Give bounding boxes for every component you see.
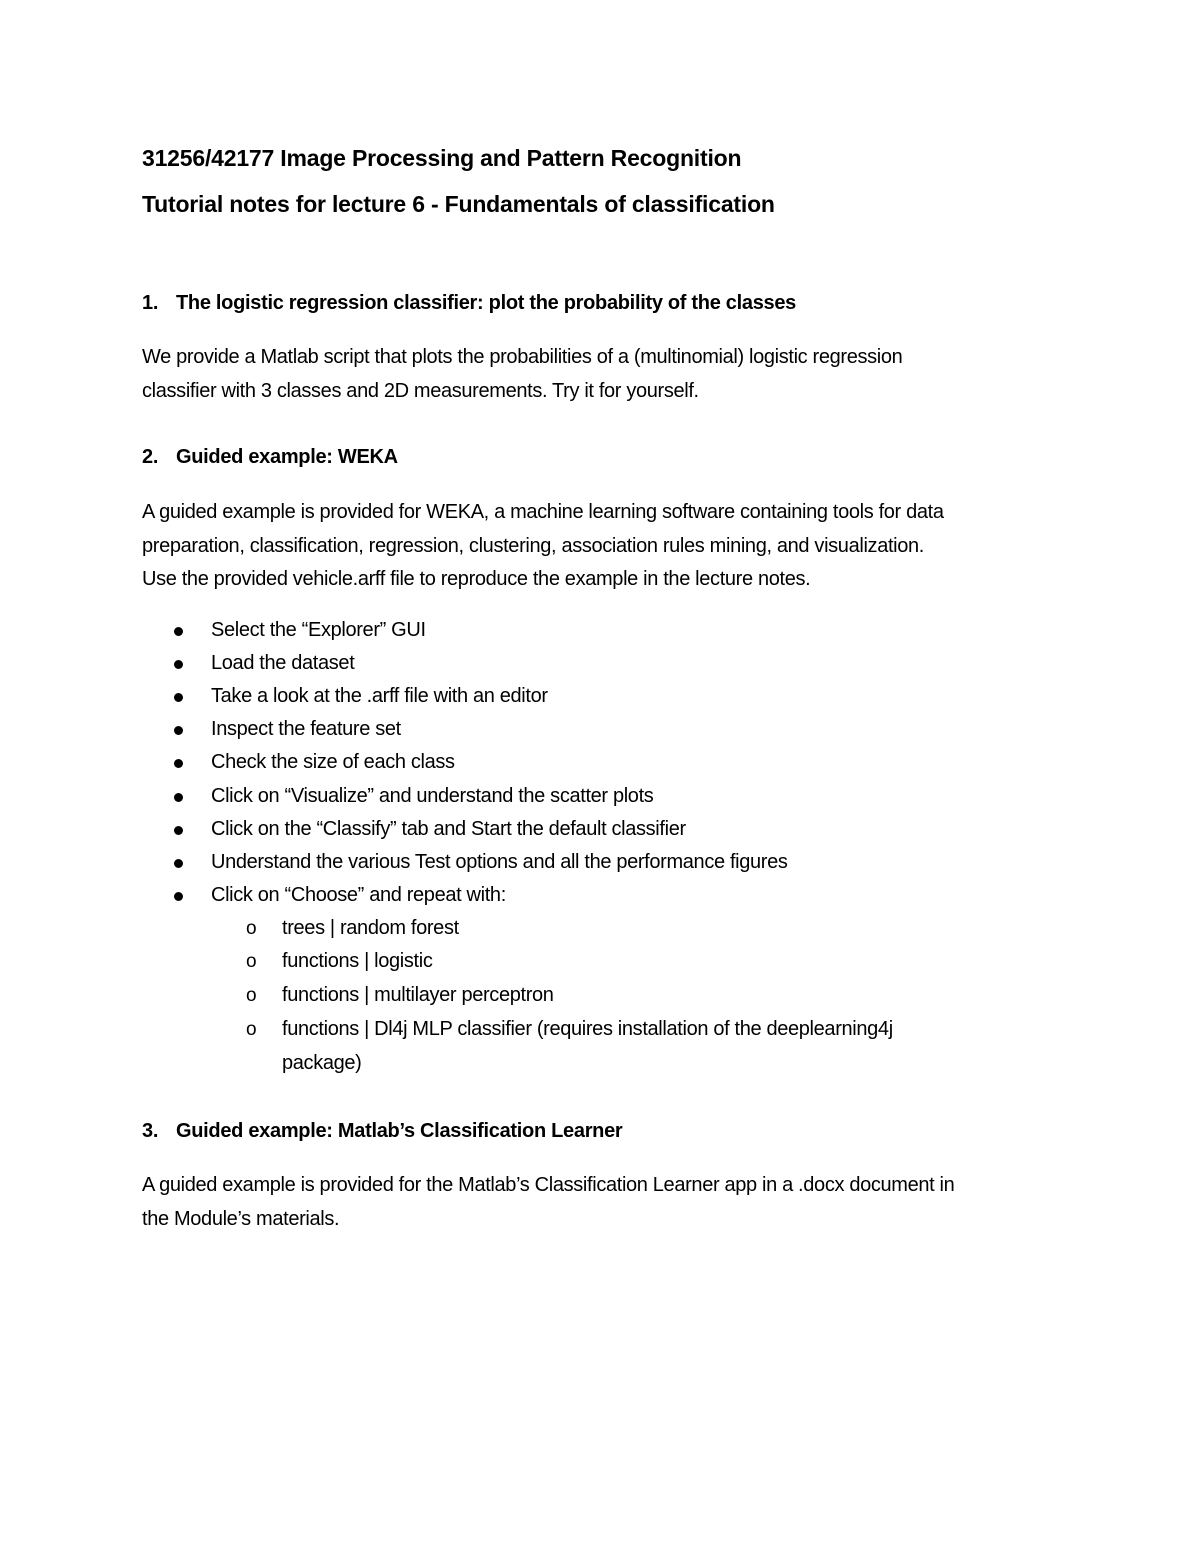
section-1-title: The logistic regression classifier: plot the probability of the classes	[176, 292, 796, 314]
sub-list-item-text-continued: package)	[282, 1051, 362, 1074]
sub-list-item-text: functions | logistic	[282, 950, 433, 972]
paragraph-line: We provide a Matlab script that plots the probabilities of a (multinomial) logistic regression	[142, 346, 903, 368]
bullet-icon	[174, 660, 183, 669]
list-item	[211, 614, 426, 647]
sub-list-item-text: functions | multilayer perceptron	[282, 984, 554, 1006]
sub-list-item	[246, 1013, 893, 1080]
section-3-title: Guided example: Matlab’s Classification Learner	[176, 1120, 623, 1142]
list-item-text: Load the dataset	[211, 652, 355, 674]
list-item-text: Inspect the feature set	[211, 718, 401, 740]
sub-list-item	[246, 945, 433, 979]
section-2-title: Guided example: WEKA	[176, 446, 398, 468]
list-item-text: Check the size of each class	[211, 751, 455, 773]
section-3-paragraph	[142, 1169, 1072, 1236]
paragraph-line: the Module’s materials.	[142, 1207, 340, 1230]
section-1-paragraph	[142, 341, 1072, 408]
list-item-text: Click on “Choose” and repeat with:	[211, 884, 506, 906]
paragraph-line: Use the provided vehicle.arff file to reproduce the example in the lecture notes.	[142, 568, 811, 590]
sub-list-item-text: trees | random forest	[282, 917, 459, 939]
section-1-number: 1.	[142, 292, 159, 314]
paragraph-line: A guided example is provided for the Matlab’s Classification Learner app in a .docx document in	[142, 1174, 955, 1196]
list-item	[211, 846, 788, 879]
list-item	[211, 813, 686, 846]
list-item-text: Select the “Explorer” GUI	[211, 619, 426, 641]
list-item	[211, 713, 401, 746]
bullet-icon	[174, 627, 183, 636]
section-3-heading	[142, 1120, 622, 1143]
document-subtitle: Tutorial notes for lecture 6 - Fundamentals of classification	[142, 191, 775, 217]
section-2-number: 2.	[142, 446, 159, 468]
section-3-number: 3.	[142, 1120, 159, 1142]
list-item	[211, 879, 506, 912]
sub-bullet-marker: o	[246, 1019, 257, 1040]
bullet-icon	[174, 759, 183, 768]
sub-list-item	[246, 912, 459, 946]
paragraph-line: A guided example is provided for WEKA, a machine learning software containing tools for data	[142, 501, 944, 523]
bullet-icon	[174, 693, 183, 702]
bullet-icon	[174, 826, 183, 835]
list-item	[211, 780, 653, 813]
list-item-text: Take a look at the .arff file with an editor	[211, 685, 548, 707]
paragraph-line: preparation, classification, regression, clustering, association rules mining, and visualization.	[142, 534, 925, 557]
sub-list-item	[246, 979, 554, 1013]
bullet-icon	[174, 793, 183, 802]
list-item	[211, 647, 354, 680]
list-item-text: Understand the various Test options and all the performance figures	[211, 851, 788, 873]
paragraph-line: classifier with 3 classes and 2D measurements. Try it for yourself.	[142, 379, 699, 402]
list-item	[211, 746, 455, 779]
sub-bullet-marker: o	[246, 951, 257, 972]
bullet-icon	[174, 892, 183, 901]
sub-list-item-text: functions | Dl4j MLP classifier (requires installation of the deeplearning4j	[282, 1018, 893, 1040]
section-2-heading	[142, 446, 398, 469]
sub-bullet-marker: o	[246, 985, 257, 1006]
sub-bullet-marker: o	[246, 918, 257, 939]
section-1-heading	[142, 292, 796, 315]
bullet-icon	[174, 859, 183, 868]
section-2-paragraph	[142, 496, 1072, 597]
list-item-text: Click on the “Classify” tab and Start the default classifier	[211, 818, 686, 840]
list-item	[211, 680, 548, 713]
document-title: 31256/42177 Image Processing and Pattern Recognition	[142, 145, 742, 171]
list-item-text: Click on “Visualize” and understand the scatter plots	[211, 785, 654, 807]
bullet-icon	[174, 726, 183, 735]
